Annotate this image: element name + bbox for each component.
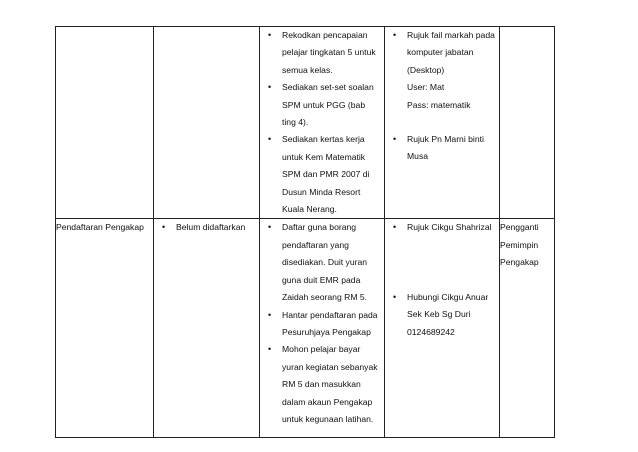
- reference-line: • Hubungi Cikgu Anuar: [407, 291, 489, 302]
- list-item: • Rekodkan pencapaian pelajar tingkatan 5 untuk semua kelas.: [260, 27, 384, 79]
- reference-line: (Desktop): [407, 64, 445, 75]
- spacer: [385, 237, 499, 289]
- cell-activity: Pendaftaran Pengakap: [56, 219, 154, 438]
- cell-actions: [260, 27, 385, 219]
- list-item: • Hantar pendaftaran pada Pesuruhjaya Pengakap: [260, 307, 384, 342]
- cell-reference: [385, 27, 500, 219]
- list-item: • Rujuk Cikgu Shahrizal: [385, 219, 499, 236]
- reference-list: [385, 219, 499, 341]
- list-item: • Sediakan set-set soalan SPM untuk PGG (bab ting 4).: [260, 79, 384, 131]
- table-row: [56, 27, 555, 219]
- reference-line: • Rujuk fail markah pada komputer jabatan: [407, 30, 495, 58]
- reference-line: Pass: matematik: [407, 99, 471, 110]
- cell-actions: [260, 219, 385, 438]
- spacer: [385, 114, 499, 131]
- table-row: [56, 219, 555, 438]
- cell-reference: [385, 219, 500, 438]
- reference-line: 0124689242: [407, 326, 455, 337]
- list-item: [385, 289, 499, 341]
- reference-line: User: Mat: [407, 82, 445, 93]
- list-item: • Daftar guna borang pendaftaran yang disediakan. Duit yuran guna duit EMR pada Zaidah seorang RM 5.: [260, 219, 384, 306]
- cell-notes: Pengganti Pemimpin Pengakap: [500, 219, 555, 438]
- cell-status: [154, 219, 260, 438]
- list-item: • Mohon pelajar bayar yuran kegiatan sebanyak RM 5 dan masukkan dalam akaun Pengakap untuk kegunaan latihan.: [260, 341, 384, 428]
- action-list: [260, 27, 384, 218]
- list-item: [385, 27, 499, 114]
- reference-list: [385, 27, 499, 166]
- reference-line: Sek Keb Sg Duri: [407, 309, 471, 320]
- list-item: • Rujuk Pn Marni binti Musa: [385, 131, 499, 166]
- cell-status: [154, 27, 260, 219]
- cell-activity: [56, 27, 154, 219]
- action-list: [260, 219, 384, 428]
- cell-notes: [500, 27, 555, 219]
- activity-table: [55, 26, 555, 438]
- status-list: [154, 219, 259, 236]
- list-item: • Sediakan kertas kerja untuk Kem Matematik SPM dan PMR 2007 di Dusun Minda Resort Kuala Nerang.: [260, 131, 384, 218]
- list-item: • Belum didaftarkan: [154, 219, 259, 236]
